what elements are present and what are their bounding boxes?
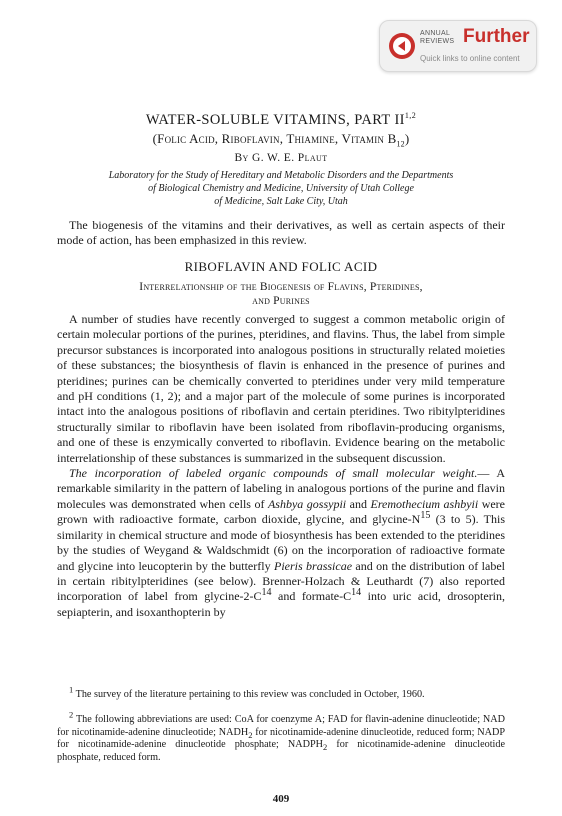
p2-text-b: and [346,496,371,511]
p2-text-g: into uric acid, drosopterin, sepiapterin, and isoxanthopterin by [57,589,506,619]
subtitle-close: ) [404,131,410,146]
intro-paragraph [57,218,505,249]
footnote-1 [57,684,505,702]
subsection-heading-line-2: and Purines [252,295,310,307]
footnote-2-body-a: The following abbreviations are used: CoA for coenzyme A; FAD for flavin-adenine dinucleotide; NAD for nicotinamide-adenine dinucleotide; NADH [57,714,505,738]
body-paragraph-1: A number of studies have recently converged to suggest a common metabolic origin of certain molecular portions of the purines, pteridines, and flavins. Thus, the label from simple precursor substances is incorporated into analogous positions in structurally related moieties of these substances; the biosynthesis of flavin is enhanced in the presence of purines and pteridines; purines can be chemically converted to pteridines under very mild temperature and pH conditions (1, 2); and a major part of the molecule of some purines is incorporated intact into the analogous positions of riboflavin and certain pteridines. Two ribitylpteridines structurally similar to riboflavin have been isolated from riboflavin-producing organisms, and one of these is enzymically converted to riboflavin. Evidence bearing on the metabolic interrelationship of these substances is summarized in the subsequent discussion. [57,312,505,465]
badge-further-word: Further [463,26,530,47]
affiliation-line-2: of Biological Chemistry and Medicine, University of Utah College [148,183,414,194]
p2-text-a: — A remarkable similarity in the pattern of labeling in analogous portions of the purine and flavin molecules was demonstrated when cells of [57,466,505,511]
author-line: By G. W. E. Plaut [234,152,328,164]
affiliation-line-1: Laboratory for the Study of Hereditary and Metabolic Disorders and the Departments [108,170,454,181]
p2-text-c: were grown with radioactive formate, carbon dioxide, glycine, and glycine-N [57,496,506,527]
p2-text-f: and formate-C [271,589,352,604]
play-circle-icon [388,32,416,60]
p2-text-e: and on the distribution of label in certain ribitylpteridines (see below). Brenner-Holzach & Leuthardt (7) also reported incorporation of label from glycine-2-C [57,558,505,604]
subtitle-subscript: 12 [396,139,405,149]
isotope-sup-3: 14 [351,587,362,599]
page-number: 409 [272,793,290,805]
badge-small-top: ANNUAL [420,30,451,37]
title-text: WATER-SOLUBLE VITAMINS, PART II [145,112,405,128]
isotope-sup-2: 14 [261,587,272,599]
isotope-sup-1: 15 [420,510,431,522]
article-title [0,112,562,129]
further-links-badge[interactable] [379,20,537,72]
footnote-2-body-b: for nicotinamide-adenine dinucleotide, reduced form; NADP for nicotinamide-adenine dinucleotide phosphate; NADPH [57,726,505,751]
footnote-1-mark: 1 [69,684,74,695]
body-text [57,312,505,620]
section-heading: RIBOFLAVIN AND FOLIC ACID [184,259,378,274]
footnote-2-text [57,709,505,764]
footnote-2-body-c: for nicotinamide-adenine dinucleotide phosphate, reduced form. [57,739,505,763]
article-subtitle [0,131,562,147]
subsection-heading [90,280,472,308]
body-paragraph-2 [57,466,505,620]
footnote-2-mark: 2 [69,709,74,720]
badge-small-bottom: REVIEWS [420,37,455,45]
species-eremothecium: Eremothecium ashbyii [370,496,479,511]
badge-annual-reviews [420,30,460,45]
species-ashbya: Ashbya gossypii [267,496,347,511]
intro-text: The biogenesis of the vitamins and their derivatives, as well as certain aspects of their mode of action, has been emphasized in this review. [57,218,505,248]
badge-subtitle: Quick links to online content [420,54,520,63]
species-pieris: Pieris brassicae [273,558,353,573]
subsection-heading-line-1: Interrelationship of the Biogenesis of Flavins, Pteridines, [139,281,423,293]
p2-text-d: (3 to 5). This similarity in chemical structure and mode of biosynthesis has been extended to the pteridines by the studies of Weygand & Waldschmidt (6) on the incorporation of radioactive formate and glycine into leucopterin by the butterfly [57,512,505,573]
footnote-2 [57,709,505,764]
footnote-2-sub-1: 2 [248,729,253,740]
title-footnote-marks[interactable]: 1,2 [404,111,417,121]
footnote-2-sub-2: 2 [323,742,328,753]
affiliation-line-3: of Medicine, Salt Lake City, Utah [214,196,348,207]
affiliation [60,169,502,208]
runin-heading: The incorporation of labeled organic compounds of small molecular weight. [69,466,478,481]
subtitle-text: (Folic Acid, Riboflavin, Thiamine, Vitamin B [152,131,397,146]
footnote-1-text [57,684,505,702]
footnote-1-body: The survey of the literature pertaining to this review was concluded in October, 1960. [73,689,425,700]
